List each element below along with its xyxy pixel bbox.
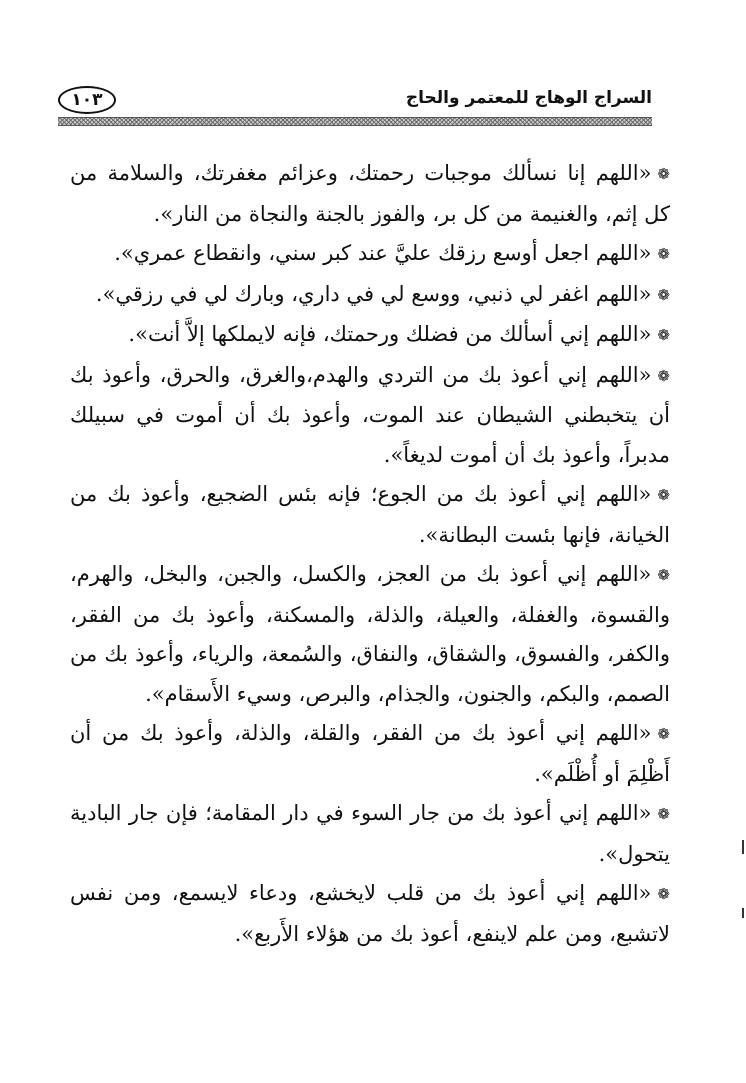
flower-bullet-icon: ❁ xyxy=(657,366,670,385)
flower-bullet-icon: ❁ xyxy=(657,285,670,304)
supplication-text: «اللهم إني أسألك من فضلك ورحمتك، فإنه لايملكها إلاَّ أنت». xyxy=(128,322,652,346)
supplication-paragraph xyxy=(70,234,670,275)
supplication-text: «اللهم اجعل أوسع رزقك عليَّ عند كبر سني، وانقطاع عمري». xyxy=(114,241,652,265)
flower-bullet-icon: ❁ xyxy=(657,245,670,263)
supplication-paragraph xyxy=(70,275,670,316)
supplication-paragraph xyxy=(70,555,670,714)
supplication-paragraph xyxy=(70,154,670,234)
flower-bullet-icon: ❁ xyxy=(657,165,670,183)
supplication-text: «اللهم إني أعوذ بك من جار السوء في دار المقامة؛ فإن جار البادية يتحول». xyxy=(70,801,670,866)
supplication-text: «اللهم إني أعوذ بك من الجوع؛ فإنه بئس الضجيع، وأعوذ بك من الخيانة، فإنها بئست البطانة». xyxy=(70,482,670,547)
flower-bullet-icon: ❁ xyxy=(657,326,670,344)
flower-bullet-icon: ❁ xyxy=(657,805,670,823)
scan-edge-mark xyxy=(742,908,744,918)
header-hatched-rule xyxy=(58,117,652,126)
supplication-paragraph xyxy=(70,475,670,555)
supplication-text: «اللهم اغفر لي ذنبي، ووسع لي في داري، وبارك لي في رزقي». xyxy=(95,281,652,306)
supplication-paragraph xyxy=(70,714,670,794)
supplication-text: «اللهم إنا نسألك موجبات رحمتك، وعزائم مغفرتك، والسلامة من كل إثم، والغنيمة من كل بر، والفوز بالجنة والنجاة من النار». xyxy=(70,161,670,226)
page-header xyxy=(58,86,652,126)
supplication-paragraph xyxy=(70,356,670,476)
flower-bullet-icon: ❁ xyxy=(657,725,670,743)
flower-bullet-icon: ❁ xyxy=(657,486,670,504)
supplication-text: «اللهم إني أعوذ بك من العجز، والكسل، والجبن، والبخل، والهرم، والقسوة، والغفلة، والعيلة، والذلة، والمسكنة، وأعوذ بك من الفقر، والكفر، والفسوق، والشقاق، والنفاق، والسُمعة، والرياء، وأعوذ بك من الصمم، والبكم، والجنون، والجذام، والبرص، وسيء الأَسقام». xyxy=(70,562,670,706)
supplications-text xyxy=(70,154,670,954)
page-number: ١٠٣ xyxy=(58,86,116,114)
supplication-text: «اللهم إني أعوذ بك من التردي والهدم،والغرق، والحرق، وأعوذ بك أن يتخبطني الشيطان عند الموت، وأعوذ بك أن أموت في سبيلك مدبراً، وأعوذ بك أن أموت لديغاً». xyxy=(70,362,670,467)
scan-edge-mark xyxy=(742,840,744,854)
flower-bullet-icon: ❁ xyxy=(657,885,670,903)
supplication-paragraph xyxy=(70,874,670,954)
supplication-paragraph xyxy=(70,794,670,874)
supplication-text: «اللهم إني أعوذ بك من قلب لايخشع، ودعاء لايسمع، ومن نفس لاتشبع، ومن علم لاينفع، أعوذ بك من هؤلاء الأَربع». xyxy=(70,881,670,946)
running-title: السراج الوهاج للمعتمر والحاج xyxy=(405,88,652,108)
supplication-paragraph xyxy=(70,315,670,356)
supplication-text: «اللهم إني أعوذ بك من الفقر، والقلة، والذلة، وأعوذ بك من أن أَظْلِمَ أو أُظْلَم». xyxy=(70,721,670,786)
flower-bullet-icon: ❁ xyxy=(657,566,670,584)
